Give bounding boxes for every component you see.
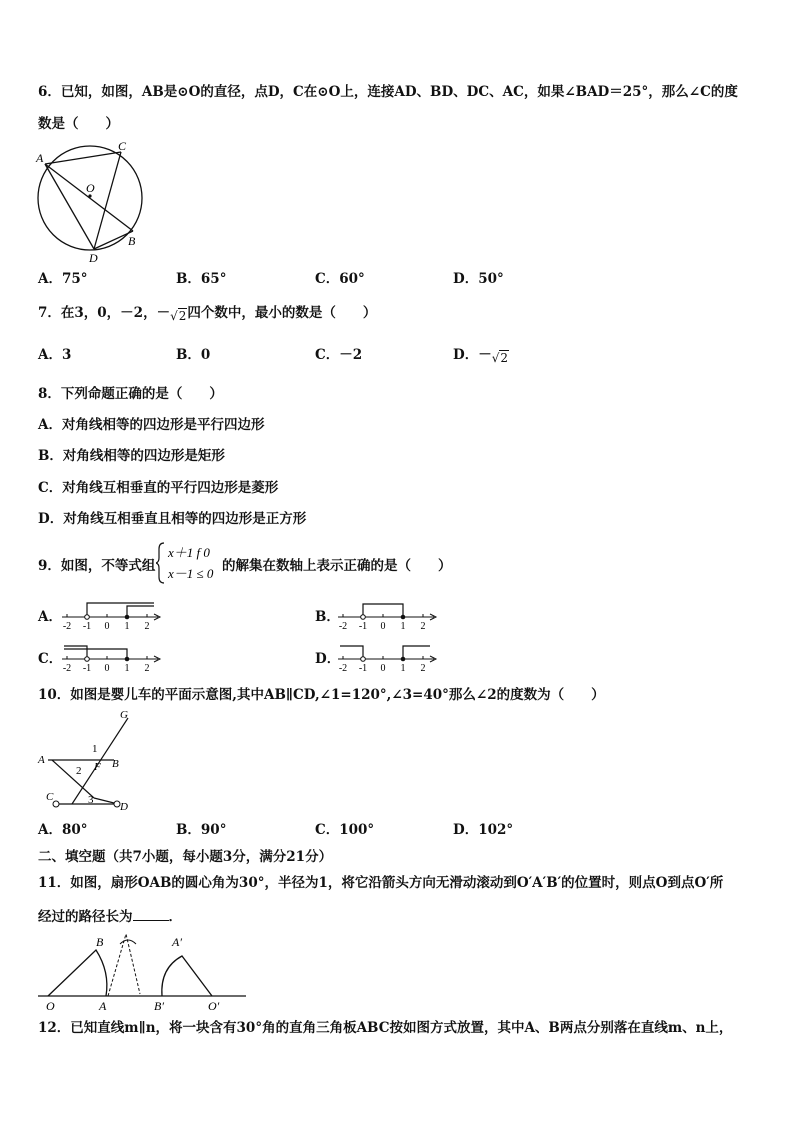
label-b-prime: B′: [154, 999, 164, 1012]
q8-option-d: D．对角线互相垂直且相等的四边形是正方形: [38, 511, 307, 527]
label-o-prime: O′: [208, 999, 220, 1012]
wheel-icon: [53, 801, 59, 807]
q10-option-a: A．80°: [38, 822, 88, 838]
q9-option-b-letter: B．: [315, 609, 340, 625]
segment-cd: [94, 152, 121, 249]
answer-blank[interactable]: [133, 906, 169, 921]
q10-option-b: B．90°: [176, 822, 227, 838]
sector-oab: [48, 950, 107, 996]
q9-option-c-letter: C．: [38, 651, 63, 667]
tick-label: 1: [124, 663, 130, 674]
label-c: C: [118, 140, 127, 153]
diameter-ab: [45, 164, 133, 231]
tick-label: -2: [62, 621, 72, 632]
q6-option-c: C．60°: [315, 271, 365, 287]
q9-ineq2: x－1 ≤ 0: [168, 566, 214, 581]
q9-stem-post: 的解集在数轴上表示正确的是（ ）: [222, 558, 452, 574]
q9-stem-pre: 9．如图，不等式组: [38, 558, 156, 574]
q10-option-d: D．102°: [453, 822, 514, 838]
tick-label: 2: [420, 621, 426, 632]
tick-label: 1: [400, 663, 406, 674]
label-b: B: [96, 935, 104, 949]
section-heading: 二、填空题（共7小题，每小题3分，满分21分）: [38, 849, 333, 865]
q9-numberline-d: [336, 642, 440, 674]
tick-label: 0: [380, 663, 386, 674]
q7-radicand: 2: [178, 309, 187, 323]
label-a: A: [38, 754, 45, 766]
q12-stem: 12．已知直线m∥n，将一块含有30°角的直角三角板ABC按如图方式放置，其中A、B两点分别落在直线m、n上，: [38, 1020, 733, 1036]
q7-option-d-pre: D．－: [453, 347, 492, 363]
brace-icon: [156, 543, 164, 583]
q7-option-b: B．0: [176, 347, 211, 363]
q11-stem-line2: [38, 906, 182, 926]
q11-sector-figure: [36, 928, 248, 1012]
q6-stem-line2: 数是（ ）: [38, 116, 119, 132]
q9-option-d-letter: D．: [315, 651, 341, 667]
label-b: B: [112, 758, 119, 770]
sector-oab-prime: [162, 956, 212, 996]
q10-stem: 10．如图是婴儿车的平面示意图,其中AB∥CD,∠1=120°,∠3=40°那么∠2的度数为（ ）: [38, 687, 605, 703]
tick-label: 2: [144, 621, 150, 632]
tick-label: -1: [82, 621, 92, 632]
segment-ad: [45, 164, 94, 249]
q7-stem-pre: 7．在3，0，－2，－: [38, 305, 171, 321]
q9-numberline-a: [60, 600, 164, 632]
q7-option-d: [453, 346, 509, 367]
label-c: C: [46, 791, 54, 803]
q11-stem-line2-pre: 经过的路径长为: [38, 909, 133, 925]
tick-label: 1: [124, 621, 130, 632]
tick-label: -1: [82, 663, 92, 674]
q8-option-b: B．对角线相等的四边形是矩形: [38, 448, 225, 464]
q10-stroller-figure: [36, 708, 140, 814]
q6-option-b: B．65°: [176, 271, 227, 287]
q6-circle-figure: [30, 140, 150, 265]
q9-option-a-letter: A．: [38, 609, 62, 625]
label-g: G: [120, 709, 128, 721]
tick-label: 1: [400, 621, 406, 632]
label-a-prime: A′: [172, 935, 182, 949]
tick-label: 2: [420, 663, 426, 674]
label-o: O: [86, 181, 95, 195]
q11-stem-line2-post: ．: [168, 909, 182, 925]
label-a: A: [99, 999, 107, 1012]
q9-numberline-c: [60, 642, 164, 674]
q10-option-c: C．100°: [315, 822, 375, 838]
q11-stem-line1: 11．如图，扇形OAB的圆心角为30°，半径为1，将它沿箭头方向无滑动滚动到O′A′B′的位置时，则点O到点O′所: [38, 875, 724, 891]
sqrt-icon: √2: [170, 309, 187, 323]
q9-numberline-b: [336, 600, 440, 632]
label-o: O: [46, 999, 55, 1012]
tick-label: 0: [104, 621, 110, 632]
tick-label: -2: [338, 621, 348, 632]
tick-label: 2: [144, 663, 150, 674]
q8-stem: 8．下列命题正确的是（ ）: [38, 386, 223, 402]
q7-option-a: A．3: [38, 347, 72, 363]
label-f: F: [94, 761, 101, 773]
q7-stem: [38, 304, 376, 325]
label-a: A: [36, 151, 44, 165]
label-d: D: [89, 251, 98, 265]
q7-stem-post: 四个数中，最小的数是（ ）: [187, 305, 377, 321]
label-3: 3: [88, 794, 94, 806]
label-b: B: [128, 234, 136, 248]
label-1: 1: [92, 743, 98, 755]
q6-option-d: D．50°: [453, 271, 504, 287]
q8-option-c: C．对角线互相垂直的平行四边形是菱形: [38, 480, 279, 496]
q9-inequality-system: [156, 541, 226, 585]
q6-option-a: A．75°: [38, 271, 88, 287]
tick-label: -2: [338, 663, 348, 674]
tick-label: 0: [380, 621, 386, 632]
q9-ineq1: x＋1 f 0: [168, 545, 210, 560]
tick-label: -2: [62, 663, 72, 674]
q8-option-a: A．对角线相等的四边形是平行四边形: [38, 417, 265, 433]
sqrt-icon: √2: [491, 351, 509, 365]
label-2: 2: [76, 765, 82, 777]
tick-label: -1: [358, 621, 368, 632]
label-d: D: [120, 801, 128, 813]
q6-stem-line1: 6．已知，如图，AB是⊙O的直径，点D，C在⊙O上，连接AD、BD、DC、AC，如果∠BAD＝25°，那么∠C的度: [38, 84, 738, 100]
tick-label: -1: [358, 663, 368, 674]
q7-option-d-radicand: 2: [500, 351, 509, 365]
q7-option-c: C．－2: [315, 347, 363, 363]
tick-label: 0: [104, 663, 110, 674]
